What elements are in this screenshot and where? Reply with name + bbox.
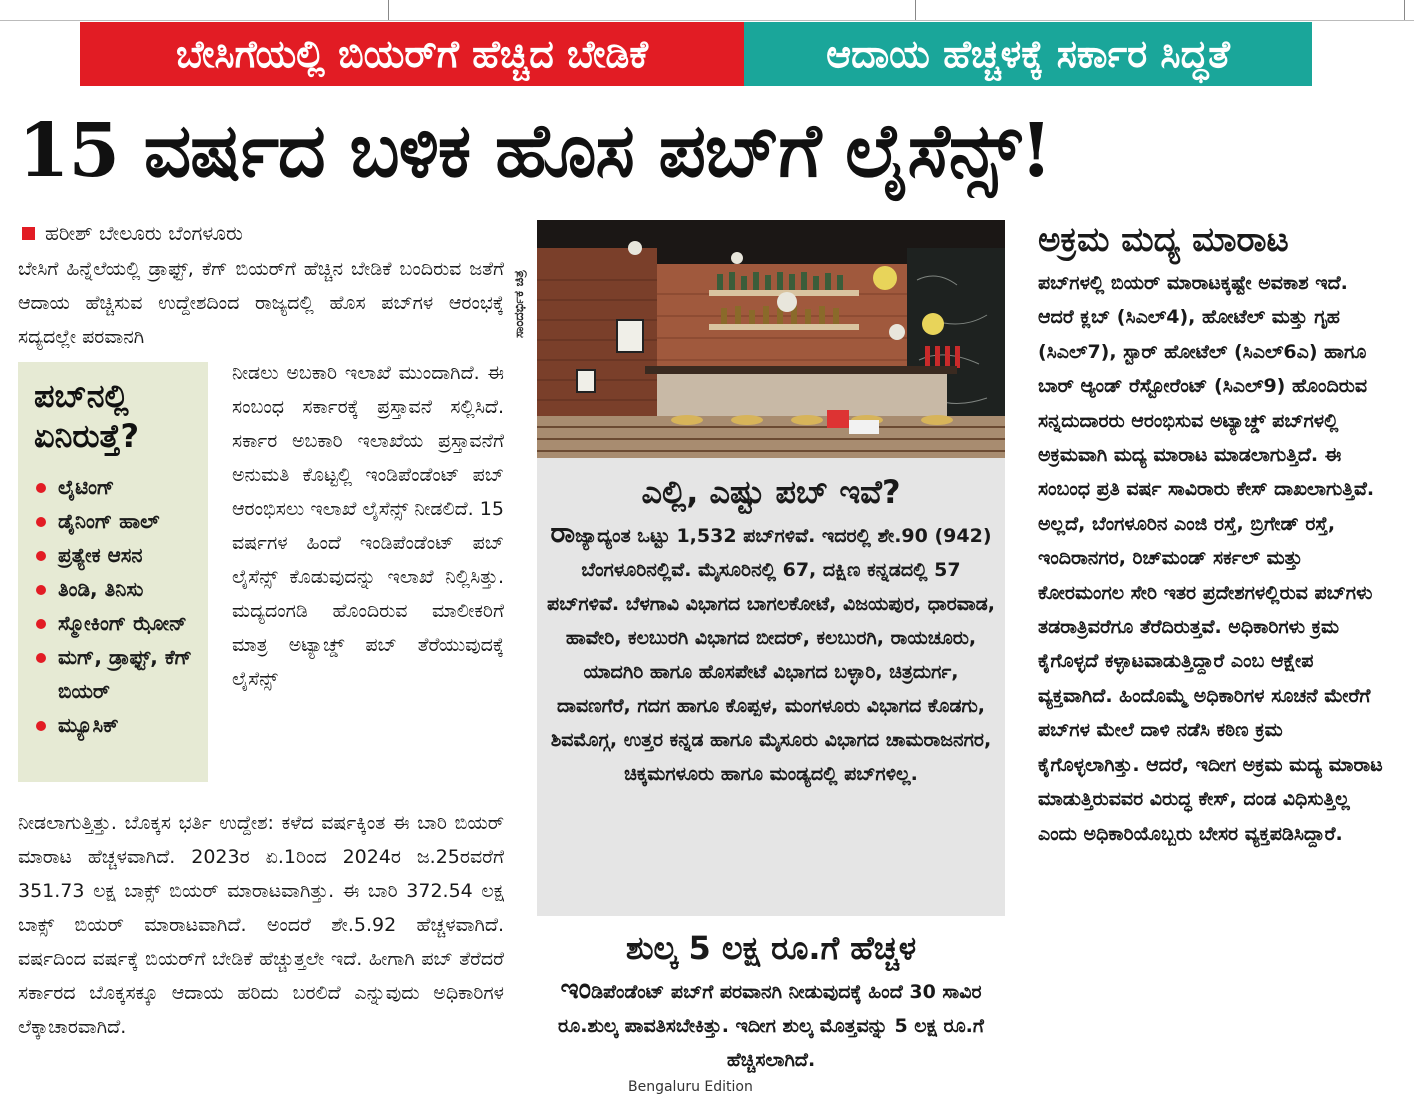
column-divider <box>388 0 389 20</box>
fee-title: ಶುಲ್ಕ 5 ಲಕ್ಷ ರೂ.ಗೆ ಹೆಚ್ಚಳ <box>625 929 917 967</box>
pub-features-box <box>18 362 208 782</box>
byline-text: ಹರೀಶ್ ಬೇಲೂರು ಬೆಂಗಳೂರು <box>45 221 243 245</box>
banner-left: ಬೇಸಿಗೆಯಲ್ಲಿ ಬಿಯರ್‌ಗೆ ಹೆಚ್ಚಿದ ಬೇಡಿಕೆ <box>80 22 744 86</box>
dropcap: ರಾ <box>550 516 576 549</box>
fee-body <box>537 972 1005 1076</box>
headline: 15 ವರ್ಷದ ಬಳಿಕ ಹೊಸ ಪಬ್‌ಗೆ ಲೈಸೆನ್ಸ್! <box>18 108 1052 194</box>
bar-interior-image <box>537 220 1005 458</box>
article-middle: ನೀಡಲು ಅಬಕಾರಿ ಇಲಾಖೆ ಮುಂದಾಗಿದೆ. ಈ ಸಂಬಂಧ ಸರ್ಕಾರಕ್ಕೆ ಪ್ರಸ್ತಾವನೆ ಸಲ್ಲಿಸಿದೆ. ಸರ್ಕಾರ ಅಬಕಾರಿ ಇಲಾಖೆಯ ಪ್ರಸ್ತಾವನೆಗೆ ಅನುಮತಿ ಕೊಟ್ಟಲ್ಲಿ ಇಂಡಿಪೆಂಡೆಂಟ್ ಪಬ್ ಆರಂಭಿಸಲು ಇಲಾಖೆ ಲೈಸೆನ್ಸ್ ನೀಡಲಿದೆ. 15 ವರ್ಷಗಳ ಹಿಂದೆ ಇಂಡಿಪೆಂಡೆಂಟ್ ಪಬ್ ಲೈಸೆನ್ಸ್ ಕೊಡುವುದನ್ನು ಇಲಾಖೆ ನಿಲ್ಲಿಸಿತ್ತು. ಮದ್ಯದಂಗಡಿ ಹೊಂದಿರುವ ಮಾಲೀಕರಿಗೆ ಮಾತ್ರ ಅಟ್ಯಾಚ್ಡ್ ಪಬ್ ತೆರೆಯುವುದಕ್ಕೆ ಲೈಸೆನ್ಸ್ <box>232 362 504 690</box>
pub-count-box <box>537 458 1005 916</box>
pub-features-title: ಪಬ್‌ನಲ್ಲಿ ಏನಿರುತ್ತೆ? <box>34 377 140 455</box>
pub-photo <box>537 220 1005 458</box>
column-divider <box>915 0 916 20</box>
article-bottom: ನೀಡಲಾಗುತ್ತಿತ್ತು. ಬೊಕ್ಕಸ ಭರ್ತಿ ಉದ್ದೇಶ: ಕಳೆದ ವರ್ಷಕ್ಕಿಂತ ಈ ಬಾರಿ ಬಿಯರ್ ಮಾರಾಟ ಹೆಚ್ಚಳವಾಗಿದೆ. 2023ರ ಏ.1ರಿಂದ 2024ರ ಜ.25ರವರೆಗೆ 351.73 ಲಕ್ಷ ಬಾಕ್ಸ್ ಬಿಯರ್ ಮಾರಾಟವಾಗಿತ್ತು. ಈ ಬಾರಿ 372.54 ಲಕ್ಷ ಬಾಕ್ಸ್ ಬಿಯರ್ ಮಾರಾಟವಾಗಿದೆ. ಅಂದರೆ ಶೇ.5.92 ಹೆಚ್ಚಳವಾಗಿದೆ. ವರ್ಷದಿಂದ ವರ್ಷಕ್ಕೆ ಬಿಯರ್‌ಗೆ ಬೇಡಿಕೆ ಹೆಚ್ಚುತ್ತಲೇ ಇದೆ. ಹೀಗಾಗಿ ಪಬ್ ತೆರೆದರೆ ಸರ್ಕಾರದ ಬೊಕ್ಕಸಕ್ಕೂ ಆದಾಯ ಹರಿದು ಬರಲಿದೆ ಎನ್ನುವುದು ಅಧಿಕಾರಿಗಳ ಲೆಕ್ಕಾಚಾರವಾಗಿದೆ. <box>18 812 504 1038</box>
byline <box>22 220 243 246</box>
list-item: ಲೈಟಿಂಗ್ <box>34 470 196 504</box>
illegal-sales-body: ಪಬ್‌ಗಳಲ್ಲಿ ಬಿಯರ್ ಮಾರಾಟಕ್ಕಷ್ಟೇ ಅವಕಾಶ ಇದೆ. ಆದರೆ ಕ್ಲಬ್ (ಸಿಎಲ್4), ಹೋಟೆಲ್ ಮತ್ತು ಗೃಹ (ಸಿಎಲ್7), ಸ್ಟಾರ್ ಹೋಟೆಲ್ (ಸಿಎಲ್6ಎ) ಹಾಗೂ ಬಾರ್ ಆ್ಯಂಡ್ ರೆಸ್ಟೋರೆಂಟ್ (ಸಿಎಲ್9) ಹೊಂದಿರುವ ಸನ್ನದುದಾರರು ಆರಂಭಿಸುವ ಅಟ್ಯಾಚ್ಡ್ ಪಬ್‌ಗಳಲ್ಲಿ ಅಕ್ರಮವಾಗಿ ಮದ್ಯ ಮಾರಾಟ ಮಾಡಲಾಗುತ್ತಿದೆ. ಈ ಸಂಬಂಧ ಪ್ರತಿ ವರ್ಷ ಸಾವಿರಾರು ಕೇಸ್ ದಾಖಲಾಗುತ್ತಿವೆ. ಅಲ್ಲದೆ, ಬೆಂಗಳೂರಿನ ಎಂಜಿ ರಸ್ತೆ, ಬ್ರಿಗೇಡ್ ರಸ್ತೆ, ಇಂದಿರಾನಗರ, ರಿಚ್‌ಮಂಡ್ ಸರ್ಕಲ್ ಮತ್ತು ಕೋರಮಂಗಲ ಸೇರಿ ಇತರ ಪ್ರದೇಶಗಳಲ್ಲಿರುವ ಪಬ್‌ಗಳು ತಡರಾತ್ರಿವರೆಗೂ ತೆರೆದಿರುತ್ತವೆ. ಅಧಿಕಾರಿಗಳು ಕ್ರಮ ಕೈಗೊಳ್ಳದೆ ಕಳ್ಳಾಟವಾಡುತ್ತಿದ್ದಾರೆ ಎಂಬ ಆಕ್ಷೇಪ ವ್ಯಕ್ತವಾಗಿದೆ. ಹಿಂದೊಮ್ಮೆ ಅಧಿಕಾರಿಗಳ ಸೂಚನೆ ಮೇರೆಗೆ ಪಬ್‌ಗಳ ಮೇಲೆ ದಾಳಿ ನಡೆಸಿ ಕಠಿಣ ಕ್ರಮ ಕೈಗೊಳ್ಳಲಾಗಿತ್ತು. ಆದರೆ, ಇದೀಗ ಅಕ್ರಮ ಮದ್ಯ ಮಾರಾಟ ಮಾಡುತ್ತಿರುವವರ ವಿರುದ್ಧ ಕೇಸ್, ದಂಡ ವಿಧಿಸುತ್ತಿಲ್ಲ ಎಂದು ಅಧಿಕಾರಿಯೊಬ್ಬರು ಬೇಸರ ವ್ಯಕ್ತಪಡಿಸಿದ್ದಾರೆ. <box>1038 272 1383 845</box>
photo-credit: ಸಾಂದರ್ಭಿಕ ಚಿತ್ರ <box>512 270 527 338</box>
edition-label: Bengaluru Edition <box>628 1079 753 1095</box>
list-item: ಡೈನಿಂಗ್ ಹಾಲ್ <box>34 504 196 538</box>
list-item: ಸ್ಮೋಕಿಂಗ್ ಝೋನ್ <box>34 606 196 640</box>
fee-text: ಡಿಪೆಂಡೆಂಟ್ ಪಬ್‌ಗೆ ಪರವಾನಗಿ ನೀಡುವುದಕ್ಕೆ ಹಿಂದೆ 30 ಸಾವಿರ ರೂ.ಶುಲ್ಕ ಪಾವತಿಸಬೇಕಿತ್ತು. ಇದೀಗ ಶುಲ್ಕ ಮೊತ್ತವನ್ನು 5 ಲಕ್ಷ ರೂ.ಗೆ ಹೆಚ್ಚಿಸಲಾಗಿದೆ. <box>558 981 984 1071</box>
list-item: ಮಗ್, ಡ್ರಾಫ್ಟ್, ಕೆಗ್ ಬಿಯರ್ <box>34 640 196 708</box>
list-item: ಮ್ಯೂಸಿಕ್ <box>34 708 196 742</box>
dropcap: ಇಂ <box>560 972 592 1005</box>
pub-count-text: ಜ್ಯಾದ್ಯಂತ ಒಟ್ಟು 1,532 ಪಬ್‌ಗಳಿವೆ. ಇದರಲ್ಲಿ ಶೇ.90 (942) ಬೆಂಗಳೂರಿನಲ್ಲಿವೆ. ಮೈಸೂರಿನಲ್ಲಿ 67, ದಕ್ಷಿಣ ಕನ್ನಡದಲ್ಲಿ 57 ಪಬ್‌ಗಳಿವೆ. ಬೆಳಗಾವಿ ವಿಭಾಗದ ಬಾಗಲಕೋಟೆ, ವಿಜಯಪುರ, ಧಾರವಾಡ, ಹಾವೇರಿ, ಕಲಬುರಗಿ ವಿಭಾಗದ ಬೀದರ್, ಕಲಬುರಗಿ, ರಾಯಚೂರು, ಯಾದಗಿರಿ ಹಾಗೂ ಹೊಸಪೇಟೆ ವಿಭಾಗದ ಬಳ್ಳಾರಿ, ಚಿತ್ರದುರ್ಗ, ದಾವಣಗೆರೆ, ಗದಗ ಹಾಗೂ ಕೊಪ್ಪಳ, ಮಂಗಳೂರು ವಿಭಾಗದ ಕೊಡಗು, ಶಿವಮೊಗ್ಗ, ಉತ್ತರ ಕನ್ನಡ ಹಾಗೂ ಮೈಸೂರು ವಿಭಾಗದ ಚಾಮರಾಜನಗರ, ಚಿಕ್ಕಮಗಳೂರು ಹಾಗೂ ಮಂಡ್ಯದಲ್ಲಿ ಪಬ್‌ಗಳಿಲ್ಲ. <box>547 525 995 785</box>
top-rule <box>0 0 1414 21</box>
banner-right: ಆದಾಯ ಹೆಚ್ಚಳಕ್ಕೆ ಸರ್ಕಾರ ಸಿದ್ಧತೆ <box>744 22 1312 86</box>
pub-count-title: ಎಲ್ಲಿ, ಎಷ್ಟು ಪಬ್ ಇವೆ? <box>641 473 901 511</box>
list-item: ಪ್ರತ್ಯೇಕ ಆಸನ <box>34 538 196 572</box>
byline-marker <box>22 227 35 240</box>
pub-features-list <box>34 470 196 742</box>
illegal-sales-title: ಅಕ್ರಮ ಮದ್ಯ ಮಾರಾಟ <box>1038 220 1289 260</box>
pub-count-body <box>547 516 995 791</box>
column-divider <box>1404 0 1405 20</box>
article-intro: ಬೇಸಿಗೆ ಹಿನ್ನೆಲೆಯಲ್ಲಿ ಡ್ರಾಫ್ಟ್, ಕೆಗ್ ಬಿಯರ್‌ಗೆ ಹೆಚ್ಚಿನ ಬೇಡಿಕೆ ಬಂದಿರುವ ಜತೆಗೆ ಆದಾಯ ಹೆಚ್ಚಿಸುವ ಉದ್ದೇಶದಿಂದ ರಾಜ್ಯದಲ್ಲಿ ಹೊಸ ಪಬ್‌ಗಳ ಆರಂಭಕ್ಕೆ ಸದ್ಯದಲ್ಲೇ ಪರವಾನಗಿ <box>18 258 504 348</box>
list-item: ತಿಂಡಿ, ತಿನಿಸು <box>34 572 196 606</box>
